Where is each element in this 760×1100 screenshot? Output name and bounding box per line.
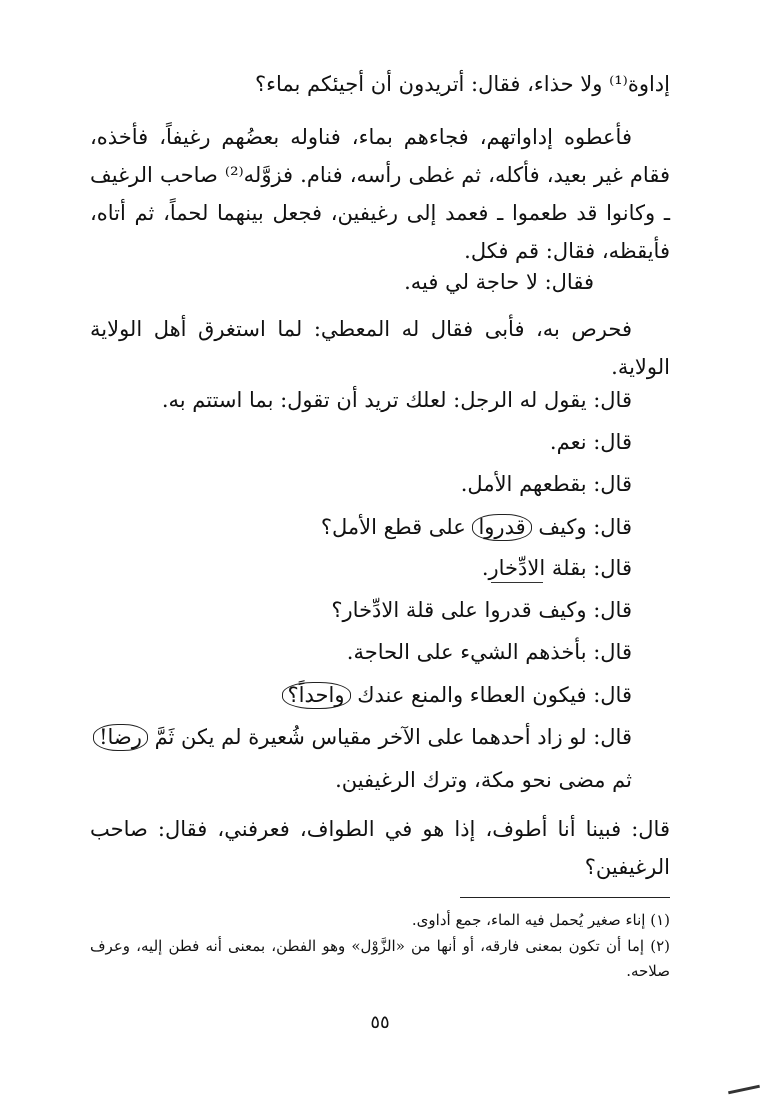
- dialogue-line-5-start: قال: بقلة: [551, 556, 632, 580]
- dialogue-line-6: قال: وكيف قدروا على قلة الادِّخار؟: [331, 598, 632, 622]
- dialogue-line-9-start: قال: لو زاد أحدهما على الآخر مقياس شُعيرة لم يكن ثَمَّ: [154, 725, 632, 749]
- footnote-separator: [460, 897, 670, 898]
- footnote-1: (١) إناء صغير يُحمل فيه الماء، جمع أداوى.: [411, 911, 670, 929]
- paragraph-water: فأعطوه إداواتهم، فجاءهم بماء، فناوله بعضُهم رغيفاً، فأخذه، فقام غير بعيد، فأكله، ثم غطى رأسه، فنام. فزوَّله⁽²⁾ صاحب الرغيف ـ وكانوا قد طعموا ـ فعمد إلى رغيفين، فجعل بينهما لحماً، ثم أتاه، فأيقظه، فقال: قم فكل.: [90, 125, 670, 263]
- footnote-2: (٢) إما أن تكون بمعنى فارقه، أو أنها من «الزَّوْل» وهو الفطن، بمعنى أنه فطن إليه، وعرف صلاحه.: [90, 937, 670, 980]
- narration-line: ثم مضى نحو مكة، وترك الرغيفين.: [335, 768, 632, 792]
- page-number: ٥٥: [370, 1012, 390, 1033]
- dialogue-line-4-start: قال: وكيف: [538, 515, 632, 539]
- paragraph-no-need: فقال: لا حاجة لي فيه.: [404, 270, 594, 294]
- dialogue-line-5: [482, 556, 632, 580]
- dialogue-line-4: [321, 514, 632, 541]
- circled-word-qadaru: قدروا: [472, 514, 531, 541]
- dialogue-line-1: قال: يقول له الرجل: لعلك تريد أن تقول: بما استتم به.: [161, 388, 632, 412]
- circled-word-rida: رضا!: [93, 724, 148, 751]
- dialogue-line-8-start: قال: فيكون العطاء والمنع عندك: [357, 683, 632, 707]
- paragraph-giver: فحرص به، فأبى فقال له المعطي: لما استغرق أهل الولاية الولاية.: [90, 317, 670, 379]
- dialogue-line-9: [93, 724, 632, 751]
- edge-scan-mark: [728, 1085, 760, 1095]
- dialogue-line-3: قال: بقطعهم الأمل.: [460, 472, 632, 496]
- paragraph-tawaf: قال: فبينا أنا أطوف، إذا هو في الطواف، فعرفني، فقال: صاحب الرغيفين؟: [90, 817, 670, 879]
- dialogue-line-2: قال: نعم.: [549, 430, 632, 454]
- circled-word-wahidan: واحداً؟: [282, 682, 351, 709]
- underlined-word-iddikhar: الادِّخار: [488, 556, 546, 580]
- dialogue-line-7: قال: بأخذهم الشيء على الحاجة.: [346, 640, 632, 664]
- text-line-1: إداوة⁽¹⁾ ولا حذاء، فقال: أتريدون أن أجيئكم بماء؟: [254, 72, 670, 96]
- dialogue-line-5-end: .: [481, 556, 489, 580]
- dialogue-line-8: [282, 682, 632, 709]
- dialogue-line-4-end: على قطع الأمل؟: [320, 515, 466, 539]
